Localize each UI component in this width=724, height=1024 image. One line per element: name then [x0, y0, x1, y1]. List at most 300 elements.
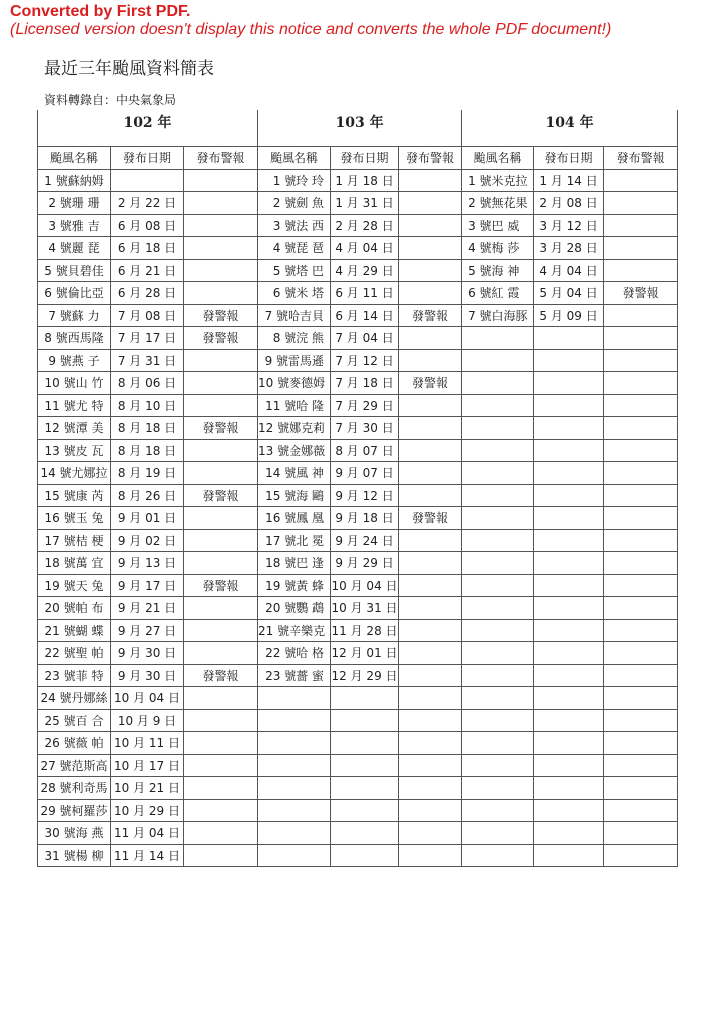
issue-date: 5 月 04 日 [534, 282, 604, 305]
table-row [38, 754, 678, 777]
issue-date: 10 月 9 日 [111, 709, 184, 732]
typhoon-name [462, 372, 534, 395]
issue-date: 8 月 18 日 [111, 417, 184, 440]
warning-status [184, 349, 258, 372]
table-row [38, 822, 678, 845]
table-row [38, 372, 678, 395]
typhoon-name [258, 799, 331, 822]
table-row [38, 394, 678, 417]
issue-date: 10 月 31 日 [331, 597, 399, 620]
table-row [38, 214, 678, 237]
table-row [38, 529, 678, 552]
warning-status [399, 529, 462, 552]
table-row [38, 664, 678, 687]
typhoon-name: 11 號哈 隆 [258, 394, 331, 417]
year-102-header: 102 年 [38, 110, 258, 147]
typhoon-name: 12 號娜克莉 [258, 417, 331, 440]
issue-date [534, 709, 604, 732]
typhoon-name: 17 號桔 梗 [38, 529, 111, 552]
year-104-header: 104 年 [462, 110, 678, 147]
warning-status [399, 349, 462, 372]
typhoon-name: 28 號利奇馬 [38, 777, 111, 800]
typhoon-name: 17 號北 冕 [258, 529, 331, 552]
warning-status: 發警報 [184, 304, 258, 327]
typhoon-name: 7 號蘇 力 [38, 304, 111, 327]
typhoon-name: 22 號哈 格 [258, 642, 331, 665]
issue-date: 8 月 07 日 [331, 439, 399, 462]
typhoon-name [462, 687, 534, 710]
typhoon-name [462, 597, 534, 620]
warning-status [604, 844, 678, 867]
typhoon-name: 4 號麗 琵 [38, 237, 111, 260]
warning-status [399, 552, 462, 575]
warning-status [604, 732, 678, 755]
warning-status [399, 484, 462, 507]
typhoon-name: 6 號紅 霞 [462, 282, 534, 305]
warning-status: 發警報 [399, 372, 462, 395]
typhoon-name: 6 號米 塔 [258, 282, 331, 305]
table-row [38, 349, 678, 372]
typhoon-name [462, 552, 534, 575]
issue-date [534, 597, 604, 620]
typhoon-name: 1 號玲 玲 [258, 169, 331, 192]
warning-status [604, 619, 678, 642]
typhoon-name [462, 574, 534, 597]
table-row [38, 552, 678, 575]
issue-date: 4 月 04 日 [534, 259, 604, 282]
warning-status [184, 439, 258, 462]
issue-date: 3 月 12 日 [534, 214, 604, 237]
issue-date: 7 月 30 日 [331, 417, 399, 440]
warning-status [399, 574, 462, 597]
issue-date: 2 月 22 日 [111, 192, 184, 215]
typhoon-name [462, 484, 534, 507]
issue-date [534, 777, 604, 800]
typhoon-name: 25 號百 合 [38, 709, 111, 732]
warning-status [399, 259, 462, 282]
warning-status [399, 192, 462, 215]
header-warning: 發布警報 [604, 147, 678, 170]
warning-status [604, 484, 678, 507]
issue-date: 6 月 21 日 [111, 259, 184, 282]
issue-date: 9 月 30 日 [111, 664, 184, 687]
warning-status [604, 237, 678, 260]
issue-date [534, 732, 604, 755]
warning-status [399, 237, 462, 260]
issue-date: 8 月 19 日 [111, 462, 184, 485]
table-row [38, 709, 678, 732]
typhoon-name: 26 號薇 帕 [38, 732, 111, 755]
issue-date [534, 327, 604, 350]
issue-date [331, 754, 399, 777]
typhoon-name [462, 619, 534, 642]
warning-status: 發警報 [399, 507, 462, 530]
issue-date: 6 月 18 日 [111, 237, 184, 260]
warning-status [604, 529, 678, 552]
typhoon-name [462, 529, 534, 552]
table-row [38, 642, 678, 665]
warning-status [604, 799, 678, 822]
typhoon-name: 5 號海 神 [462, 259, 534, 282]
issue-date: 11 月 04 日 [111, 822, 184, 845]
warning-status [399, 462, 462, 485]
typhoon-name: 7 號哈吉貝 [258, 304, 331, 327]
typhoon-name: 5 號塔 巴 [258, 259, 331, 282]
issue-date: 7 月 17 日 [111, 327, 184, 350]
typhoon-name: 3 號法 西 [258, 214, 331, 237]
issue-date: 8 月 10 日 [111, 394, 184, 417]
warning-status [184, 687, 258, 710]
typhoon-name: 16 號鳳 凰 [258, 507, 331, 530]
typhoon-name [462, 844, 534, 867]
typhoon-name [462, 799, 534, 822]
typhoon-name: 11 號尤 特 [38, 394, 111, 417]
issue-date [534, 822, 604, 845]
typhoon-name [258, 777, 331, 800]
issue-date [534, 687, 604, 710]
typhoon-name: 3 號雅 吉 [38, 214, 111, 237]
warning-status [184, 507, 258, 530]
warning-status [604, 214, 678, 237]
table-row [38, 282, 678, 305]
table-row [38, 732, 678, 755]
issue-date: 9 月 02 日 [111, 529, 184, 552]
header-name: 颱風名稱 [38, 147, 111, 170]
issue-date [534, 619, 604, 642]
warning-status [184, 237, 258, 260]
typhoon-name [258, 687, 331, 710]
issue-date: 9 月 30 日 [111, 642, 184, 665]
typhoon-name: 4 號梅 莎 [462, 237, 534, 260]
typhoon-name [462, 349, 534, 372]
issue-date: 10 月 04 日 [111, 687, 184, 710]
header-date: 發布日期 [111, 147, 184, 170]
typhoon-name: 10 號麥德姆 [258, 372, 331, 395]
typhoon-name [258, 844, 331, 867]
warning-status [184, 619, 258, 642]
issue-date [331, 844, 399, 867]
table-row [38, 304, 678, 327]
issue-date: 12 月 29 日 [331, 664, 399, 687]
issue-date [534, 844, 604, 867]
issue-date [534, 754, 604, 777]
warning-status [399, 169, 462, 192]
typhoon-name [462, 732, 534, 755]
warning-status: 發警報 [184, 327, 258, 350]
typhoon-name [462, 327, 534, 350]
issue-date: 9 月 12 日 [331, 484, 399, 507]
issue-date [534, 642, 604, 665]
warning-status [184, 822, 258, 845]
issue-date [534, 417, 604, 440]
typhoon-name: 20 號鸚 鵡 [258, 597, 331, 620]
typhoon-name: 16 號玉 兔 [38, 507, 111, 530]
typhoon-name [462, 642, 534, 665]
typhoon-name: 3 號巴 威 [462, 214, 534, 237]
warning-status: 發警報 [399, 304, 462, 327]
typhoon-name: 27 號范斯高 [38, 754, 111, 777]
warning-status [184, 372, 258, 395]
warning-status [399, 394, 462, 417]
header-warning: 發布警報 [399, 147, 462, 170]
typhoon-name: 19 號天 兔 [38, 574, 111, 597]
issue-date [534, 664, 604, 687]
warning-status [184, 844, 258, 867]
typhoon-name: 1 號米克拉 [462, 169, 534, 192]
issue-date: 2 月 08 日 [534, 192, 604, 215]
warning-status [399, 619, 462, 642]
warning-status [399, 327, 462, 350]
issue-date [331, 822, 399, 845]
warning-status [399, 597, 462, 620]
typhoon-name: 2 號劍 魚 [258, 192, 331, 215]
issue-date [534, 574, 604, 597]
issue-date: 4 月 04 日 [331, 237, 399, 260]
warning-status [399, 844, 462, 867]
issue-date: 2 月 28 日 [331, 214, 399, 237]
issue-date: 10 月 04 日 [331, 574, 399, 597]
typhoon-name: 2 號珊 珊 [38, 192, 111, 215]
warning-status [184, 709, 258, 732]
warning-status [604, 754, 678, 777]
issue-date: 7 月 04 日 [331, 327, 399, 350]
warning-status [604, 597, 678, 620]
warning-status [604, 777, 678, 800]
issue-date: 7 月 12 日 [331, 349, 399, 372]
typhoon-name: 18 號巴 逢 [258, 552, 331, 575]
warning-status [399, 709, 462, 732]
issue-date: 4 月 29 日 [331, 259, 399, 282]
typhoon-name [462, 507, 534, 530]
typhoon-name: 5 號貝碧佳 [38, 259, 111, 282]
typhoon-name: 13 號皮 瓦 [38, 439, 111, 462]
issue-date [534, 394, 604, 417]
issue-date: 9 月 07 日 [331, 462, 399, 485]
issue-date: 5 月 09 日 [534, 304, 604, 327]
warning-status [184, 462, 258, 485]
typhoon-name: 14 號風 神 [258, 462, 331, 485]
typhoon-name [462, 439, 534, 462]
warning-status: 發警報 [184, 664, 258, 687]
header-date: 發布日期 [534, 147, 604, 170]
table-row [38, 619, 678, 642]
issue-date: 9 月 13 日 [111, 552, 184, 575]
typhoon-name: 21 號蝴 蝶 [38, 619, 111, 642]
warning-status [399, 754, 462, 777]
issue-date: 6 月 28 日 [111, 282, 184, 305]
issue-date [534, 439, 604, 462]
warning-status [399, 439, 462, 462]
table-row [38, 687, 678, 710]
issue-date: 10 月 17 日 [111, 754, 184, 777]
conversion-notice [10, 3, 611, 39]
typhoon-name [462, 462, 534, 485]
typhoon-name [258, 709, 331, 732]
warning-status [399, 822, 462, 845]
warning-status: 發警報 [184, 417, 258, 440]
warning-status [399, 417, 462, 440]
table-row [38, 597, 678, 620]
warning-status [604, 439, 678, 462]
issue-date: 6 月 14 日 [331, 304, 399, 327]
issue-date: 10 月 21 日 [111, 777, 184, 800]
warning-status [399, 732, 462, 755]
year-103-header: 103 年 [258, 110, 462, 147]
year-header-row [38, 110, 678, 147]
typhoon-name [462, 417, 534, 440]
warning-status [604, 259, 678, 282]
issue-date [534, 484, 604, 507]
issue-date [331, 709, 399, 732]
table-row [38, 169, 678, 192]
typhoon-name: 18 號萬 宜 [38, 552, 111, 575]
issue-date: 7 月 18 日 [331, 372, 399, 395]
warning-status [184, 732, 258, 755]
warning-status: 發警報 [184, 574, 258, 597]
issue-date [534, 529, 604, 552]
issue-date: 7 月 29 日 [331, 394, 399, 417]
issue-date [534, 507, 604, 530]
warning-status [184, 282, 258, 305]
typhoon-name [462, 664, 534, 687]
typhoon-name [462, 709, 534, 732]
issue-date: 11 月 14 日 [111, 844, 184, 867]
typhoon-name: 19 號黃 蜂 [258, 574, 331, 597]
typhoon-name: 21 號辛樂克 [258, 619, 331, 642]
issue-date: 11 月 28 日 [331, 619, 399, 642]
warning-status [399, 664, 462, 687]
issue-date: 8 月 06 日 [111, 372, 184, 395]
warning-status [399, 282, 462, 305]
typhoon-name [462, 822, 534, 845]
typhoon-name: 8 號浣 熊 [258, 327, 331, 350]
issue-date [331, 732, 399, 755]
table-body [38, 169, 678, 867]
warning-status [604, 169, 678, 192]
issue-date: 9 月 27 日 [111, 619, 184, 642]
typhoon-name: 23 號薔 蜜 [258, 664, 331, 687]
typhoon-name: 23 號菲 特 [38, 664, 111, 687]
warning-status [604, 372, 678, 395]
typhoon-table [37, 110, 678, 867]
table-row [38, 237, 678, 260]
issue-date: 10 月 29 日 [111, 799, 184, 822]
issue-date: 1 月 14 日 [534, 169, 604, 192]
notice-line-1: Converted by First PDF. [10, 3, 191, 20]
issue-date [331, 799, 399, 822]
table-row [38, 574, 678, 597]
issue-date: 1 月 31 日 [331, 192, 399, 215]
warning-status [604, 507, 678, 530]
typhoon-name: 24 號丹娜絲 [38, 687, 111, 710]
issue-date [534, 372, 604, 395]
issue-date: 9 月 17 日 [111, 574, 184, 597]
typhoon-name: 12 號潭 美 [38, 417, 111, 440]
warning-status [184, 214, 258, 237]
issue-date: 8 月 18 日 [111, 439, 184, 462]
issue-date [534, 799, 604, 822]
warning-status [399, 777, 462, 800]
column-header-row [38, 147, 678, 170]
typhoon-name: 7 號白海豚 [462, 304, 534, 327]
issue-date [534, 552, 604, 575]
typhoon-name: 4 號琵 琶 [258, 237, 331, 260]
typhoon-name: 6 號倫比亞 [38, 282, 111, 305]
warning-status [399, 799, 462, 822]
issue-date: 1 月 18 日 [331, 169, 399, 192]
data-source: 資料轉錄自：中央氣象局 [44, 93, 177, 107]
typhoon-name: 14 號尤娜拉 [38, 462, 111, 485]
typhoon-name: 13 號金娜薇 [258, 439, 331, 462]
warning-status [604, 687, 678, 710]
issue-date [111, 169, 184, 192]
issue-date: 10 月 11 日 [111, 732, 184, 755]
table-row [38, 777, 678, 800]
warning-status [184, 394, 258, 417]
warning-status: 發警報 [604, 282, 678, 305]
issue-date: 3 月 28 日 [534, 237, 604, 260]
typhoon-name: 29 號柯羅莎 [38, 799, 111, 822]
issue-date: 9 月 01 日 [111, 507, 184, 530]
table-row [38, 484, 678, 507]
table-row [38, 799, 678, 822]
typhoon-name: 9 號燕 子 [38, 349, 111, 372]
document-title: 最近三年颱風資料簡表 [44, 59, 214, 79]
warning-status [604, 462, 678, 485]
issue-date [534, 462, 604, 485]
typhoon-name [258, 754, 331, 777]
typhoon-name: 30 號海 燕 [38, 822, 111, 845]
warning-status [184, 754, 258, 777]
issue-date [331, 777, 399, 800]
warning-status [604, 304, 678, 327]
issue-date: 9 月 24 日 [331, 529, 399, 552]
warning-status [184, 259, 258, 282]
header-date: 發布日期 [331, 147, 399, 170]
table-row [38, 507, 678, 530]
typhoon-name [462, 394, 534, 417]
typhoon-name: 31 號楊 柳 [38, 844, 111, 867]
typhoon-name [462, 777, 534, 800]
warning-status [604, 417, 678, 440]
warning-status [604, 642, 678, 665]
issue-date: 6 月 08 日 [111, 214, 184, 237]
issue-date: 8 月 26 日 [111, 484, 184, 507]
warning-status [604, 192, 678, 215]
header-warning: 發布警報 [184, 147, 258, 170]
issue-date: 6 月 11 日 [331, 282, 399, 305]
warning-status [604, 822, 678, 845]
warning-status [184, 192, 258, 215]
table-row [38, 462, 678, 485]
warning-status [184, 552, 258, 575]
warning-status [184, 169, 258, 192]
typhoon-name [462, 754, 534, 777]
warning-status [184, 597, 258, 620]
typhoon-name: 20 號帕 布 [38, 597, 111, 620]
warning-status [604, 574, 678, 597]
issue-date: 9 月 21 日 [111, 597, 184, 620]
warning-status [604, 349, 678, 372]
table-row [38, 192, 678, 215]
header-name: 颱風名稱 [462, 147, 534, 170]
warning-status [604, 327, 678, 350]
typhoon-name: 1 號蘇納姆 [38, 169, 111, 192]
typhoon-name: 2 號無花果 [462, 192, 534, 215]
table-row [38, 327, 678, 350]
issue-date [331, 687, 399, 710]
typhoon-name [258, 732, 331, 755]
